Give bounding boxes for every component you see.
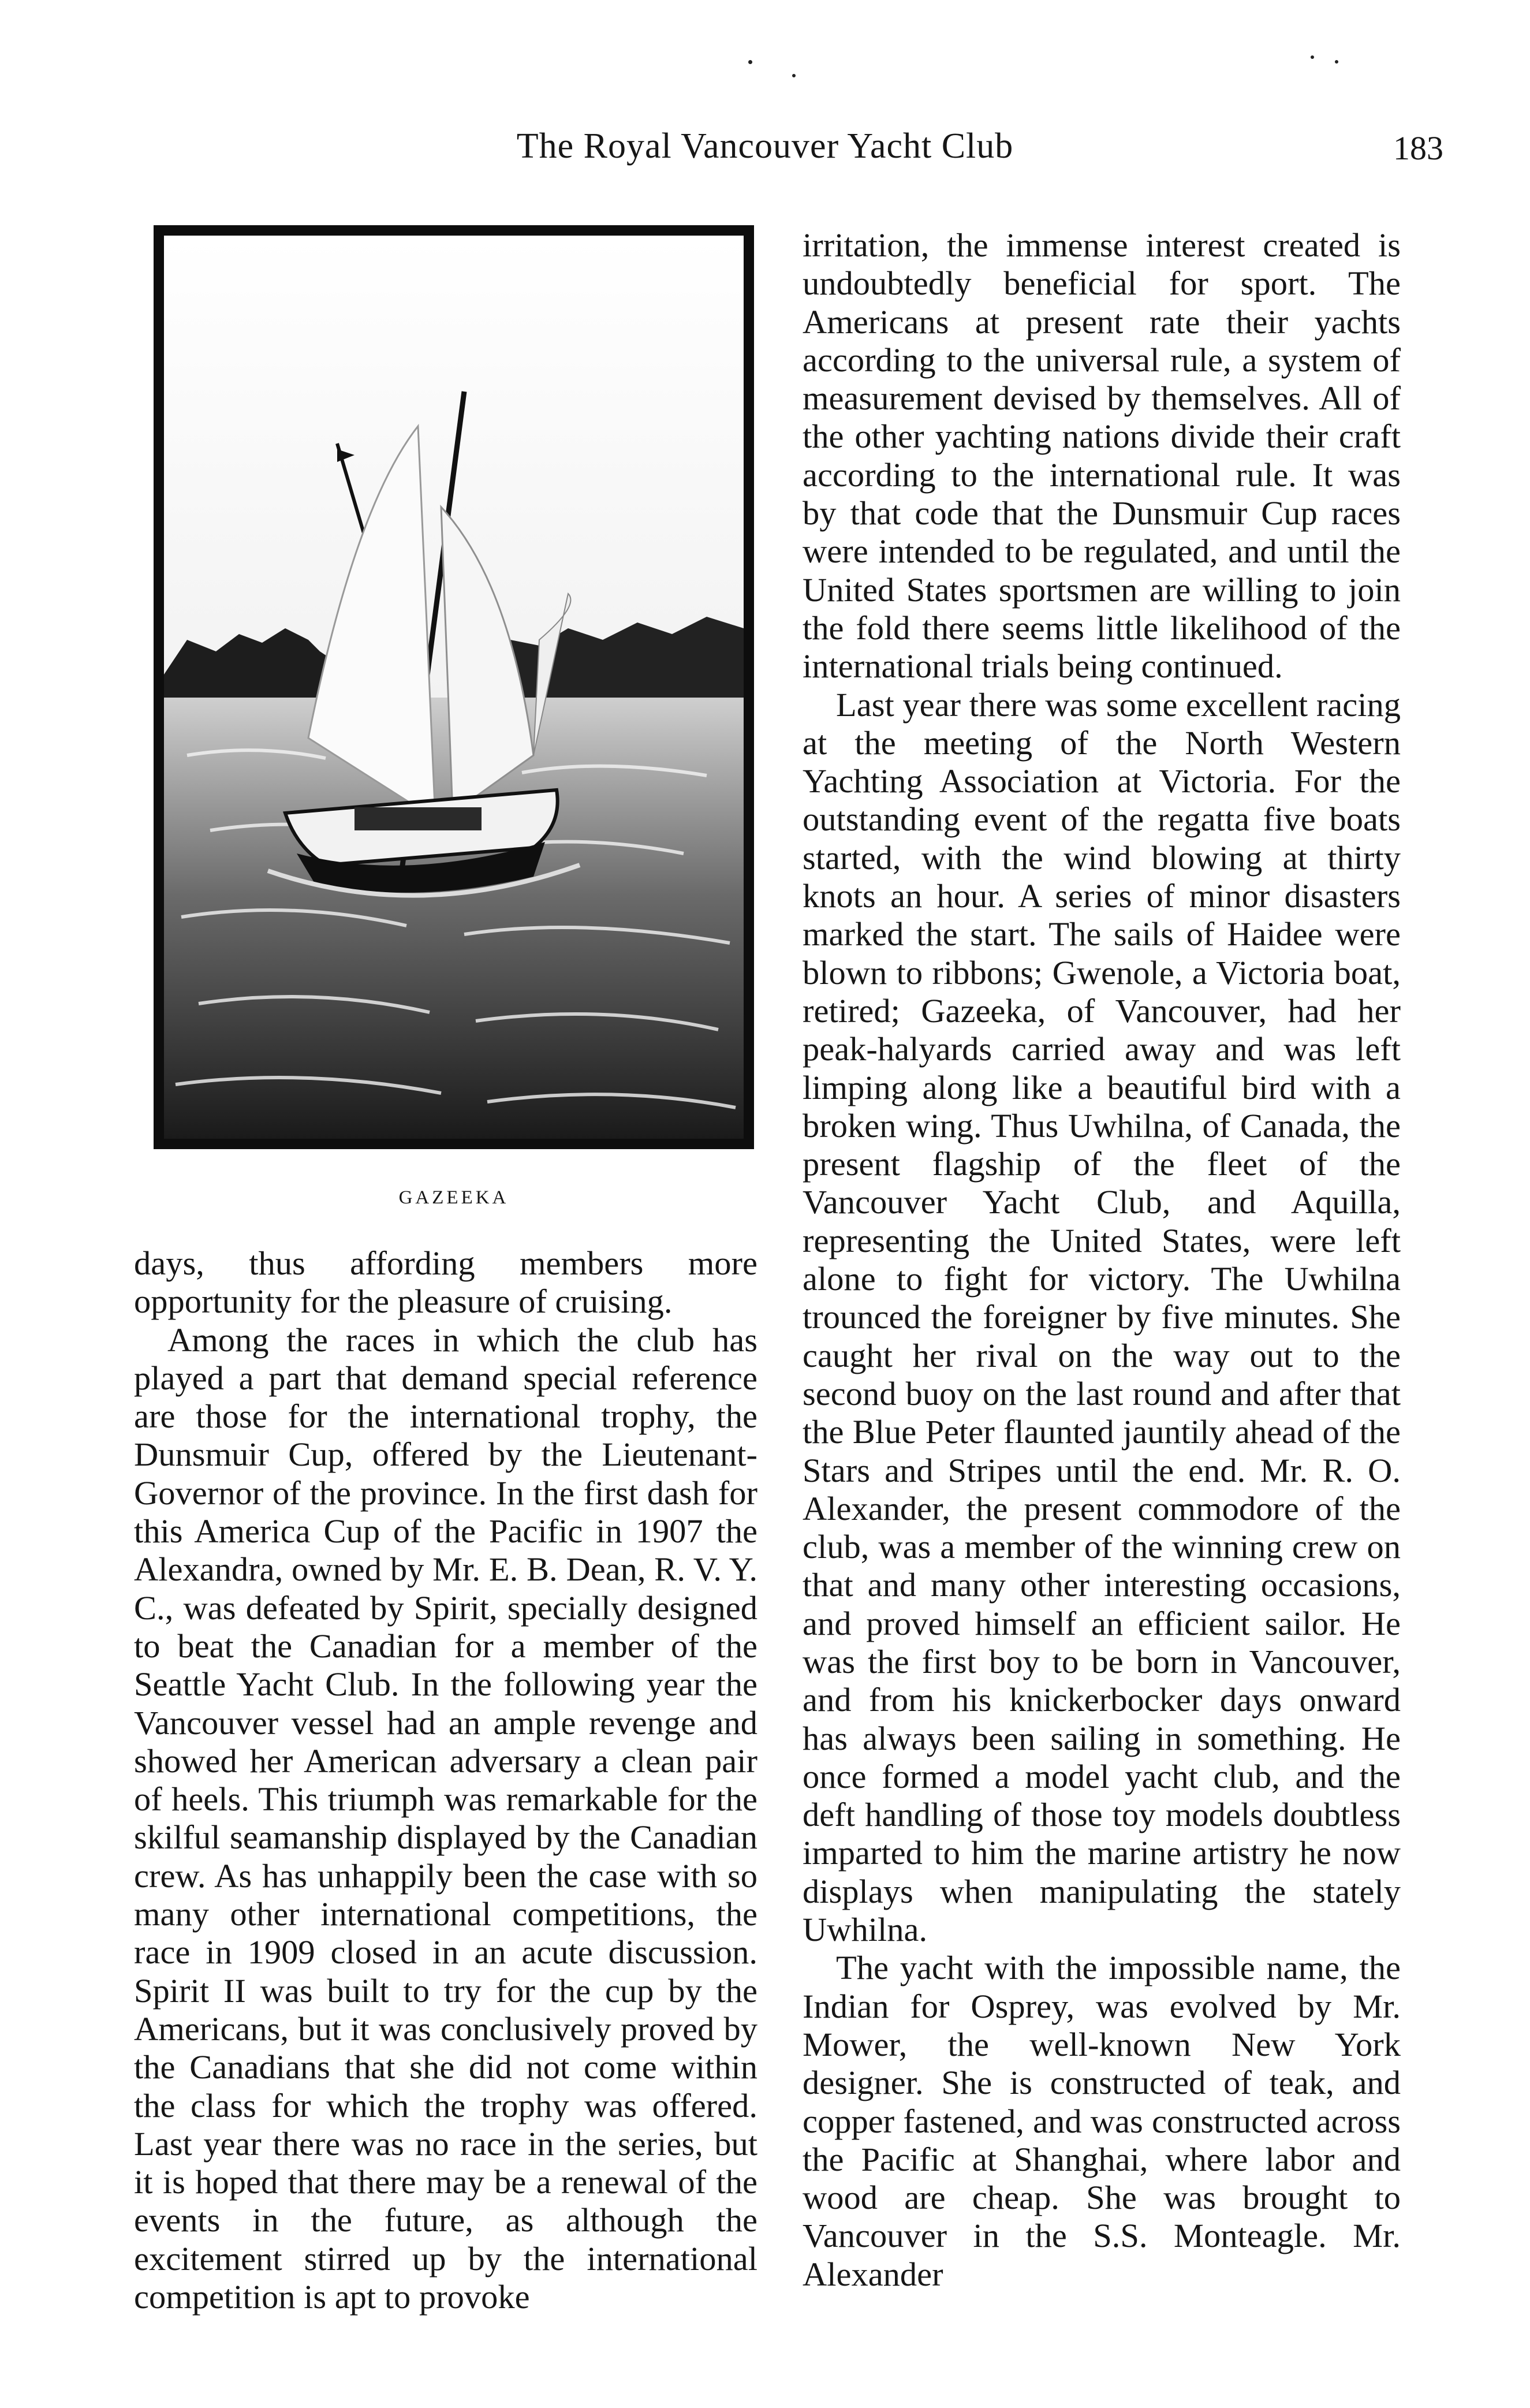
figure-caption: GAZEEKA xyxy=(398,1187,509,1208)
paragraph: days, thus affording members more opportunity for the pleasure of cruising. xyxy=(134,1244,757,1321)
scan-speck xyxy=(748,60,752,64)
photo-gazeeka xyxy=(154,225,754,1149)
left-column xyxy=(134,1244,757,2316)
scan-speck xyxy=(792,74,796,77)
scan-speck xyxy=(1335,60,1338,64)
right-column xyxy=(803,226,1401,2294)
paragraph: Last year there was some excellent racing at the meeting of the North Western Yachting Association at Victoria. For the outstanding event of the regatta five boats started, with the wind blowing at thirty knots an hour. A series of minor disasters marked the start. The sails of Haidee were blown to ribbons; Gwenole, a Victoria boat, retired; Gazeeka, of Vancouver, had her peak-halyards carried away and was left limping along like a beautiful bird with a broken wing. Thus Uwhilna, of Canada, the present flagship of the fleet of the Vancouver Yacht Club, and Aquilla, representing the United States, were left alone to fight for victory. The Uwhilna trounced the foreigner by five minutes. She caught her rival on the way out to the second buoy on the last round and after that the Blue Peter flaunted jauntily ahead of the Stars and Stripes until the end. Mr. R. O. Alexander, the present commodore of the club, was a member of the winning crew on that and many other interesting occasions, and proved himself an efficient sailor. He was the first boy to be born in Vancouver, and from his knickerbocker days onward has always been sailing in something. He once formed a model yacht club, and the deft handling of those toy models doubtless imparted to him the marine artistry he now displays when manipulating the stately Uwhilna. xyxy=(803,685,1401,1949)
paragraph: irritation, the immense interest created is undoubtedly beneficial for sport. The Americans at present rate their yachts according to the universal rule, a system of measurement devised by themselves. All of the other yachting nations divide their craft according to the international rule. It was by that code that the Dunsmuir Cup races were intended to be regulated, and until the United States sportsmen are willing to join the fold there seems little likelihood of the international trials being continued. xyxy=(803,226,1401,685)
paragraph: Among the races in which the club has played a part that demand special reference are those for the international trophy, the Dunsmuir Cup, offered by the Lieutenant-Governor of the province. In the first dash for this America Cup of the Pacific in 1907 the Alexandra, owned by Mr. E. B. Dean, R. V. Y. C., was defeated by Spirit, specially designed to beat the Canadian for a member of the Seattle Yacht Club. In the following year the Vancouver vessel had an ample revenge and showed her American adversary a clean pair of heels. This triumph was remarkable for the skilful seamanship displayed by the Canadian crew. As has unhappily been the case with so many other international competitions, the race in 1909 closed in an acute discussion. Spirit II was built to try for the cup by the Americans, but it was conclusively proved by the Canadians that she did not come within the class for which the trophy was offered. Last year there was no race in the series, but it is hoped that there may be a renewal of the events in the future, as although the excitement stirred up by the international competition is apt to provoke xyxy=(134,1321,757,2316)
page-number: 183 xyxy=(1393,129,1443,167)
scan-speck xyxy=(1311,55,1314,59)
running-title: The Royal Vancouver Yacht Club xyxy=(516,126,1014,166)
sailboat-photo-icon xyxy=(164,236,744,1139)
paragraph: The yacht with the impossible name, the Indian for Osprey, was evolved by Mr. Mower, the well-known New York designer. She is constructed of teak, and copper fastened, and was constructed across the Pacific at Shanghai, where labor and wood are cheap. She was brought to Vancouver in the S.S. Monteagle. Mr. Alexander xyxy=(803,1949,1401,2293)
